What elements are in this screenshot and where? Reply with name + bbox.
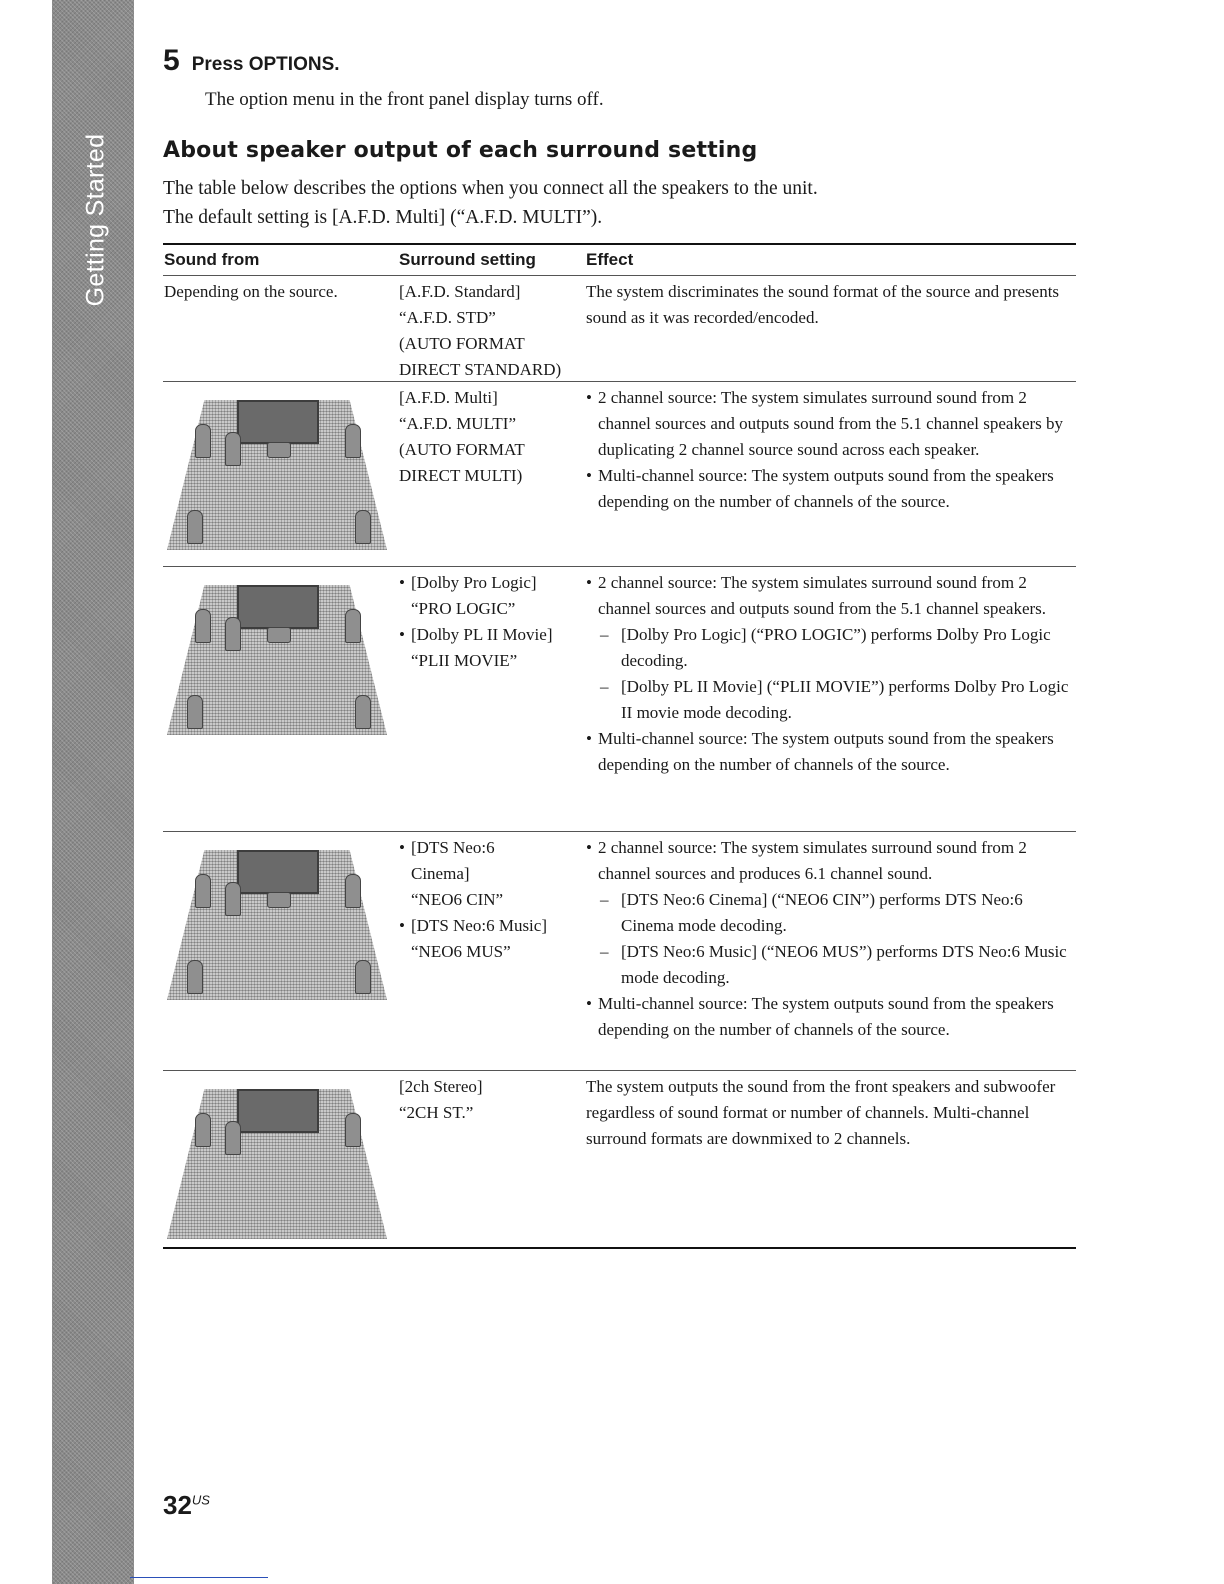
- speaker-layout-diagram: [167, 398, 387, 550]
- step-number: 5: [163, 44, 180, 77]
- setting-line: “A.F.D. MULTI”: [399, 414, 516, 433]
- setting-line: “A.F.D. STD”: [399, 308, 496, 327]
- surround-right-speaker-icon: [355, 960, 371, 994]
- step-heading: [163, 46, 340, 76]
- subwoofer-icon: [225, 432, 241, 466]
- effect-bullet: • 2 channel source: The system simulates surround sound from 2 channel sources and produces 6.1 channel sound.: [586, 835, 1076, 887]
- front-right-speaker-icon: [345, 1113, 361, 1147]
- setting-line: “NEO6 MUS”: [411, 942, 511, 961]
- setting-line: [2ch Stereo]: [399, 1077, 483, 1096]
- tv-icon: [237, 400, 319, 444]
- setting-line: DIRECT STANDARD): [399, 360, 562, 379]
- effect-sub-item: – [DTS Neo:6 Cinema] (“NEO6 CIN”) performs DTS Neo:6 Cinema mode decoding.: [586, 887, 1076, 939]
- subwoofer-icon: [225, 1121, 241, 1155]
- setting-cell: [399, 835, 581, 965]
- section-heading: About speaker output of each surround setting: [163, 138, 758, 163]
- speaker-layout-diagram: [167, 1087, 387, 1239]
- header-surround-setting: Surround setting: [399, 250, 536, 269]
- setting-bullet: [399, 622, 581, 674]
- setting-cell: [399, 570, 581, 674]
- subwoofer-icon: [225, 617, 241, 651]
- effect-sub-item: – [Dolby PL II Movie] (“PLII MOVIE”) performs Dolby Pro Logic II movie mode decoding.: [586, 674, 1076, 726]
- effect-cell: [586, 570, 1076, 778]
- effect-sub-item: – [DTS Neo:6 Music] (“NEO6 MUS”) performs DTS Neo:6 Music mode decoding.: [586, 939, 1076, 991]
- table-row: [163, 382, 1076, 567]
- page-number: [163, 1490, 210, 1521]
- center-speaker-icon: [267, 627, 291, 643]
- effect-text: The system outputs the sound from the front speakers and subwoofer regardless of sound format or number of channels. Multi-channel surround formats are downmixed to 2 channels.: [586, 1077, 1056, 1148]
- table-row: [163, 832, 1076, 1071]
- header-effect: Effect: [586, 250, 634, 269]
- effect-cell: [586, 385, 1076, 515]
- setting-cell: [399, 279, 581, 383]
- setting-line: • [DTS Neo:6 Music]: [411, 916, 547, 935]
- setting-line: DIRECT MULTI): [399, 466, 523, 485]
- step-body: The option menu in the front panel display turns off.: [205, 89, 604, 110]
- header-sound-from: Sound from: [164, 250, 260, 269]
- setting-line: • [DTS Neo:6: [411, 838, 495, 857]
- setting-cell: [399, 385, 581, 489]
- effect-bullet: • Multi-channel source: The system outputs sound from the speakers depending on the number of channels of the source.: [586, 991, 1076, 1043]
- setting-cell: [399, 1074, 581, 1126]
- setting-bullet: [399, 570, 581, 622]
- center-speaker-icon: [267, 892, 291, 908]
- surround-left-speaker-icon: [187, 510, 203, 544]
- table-row: [163, 276, 1076, 382]
- setting-bullet: [399, 913, 581, 965]
- front-left-speaker-icon: [195, 424, 211, 458]
- effect-text: The system discriminates the sound format of the source and presents sound as it was recorded/encoded.: [586, 282, 1060, 327]
- surround-left-speaker-icon: [187, 695, 203, 729]
- effect-bullet: • Multi-channel source: The system outputs sound from the speakers depending on the number of channels of the source.: [586, 463, 1076, 515]
- front-left-speaker-icon: [195, 609, 211, 643]
- effect-cell: [586, 835, 1076, 1043]
- step-title: Press OPTIONS.: [191, 54, 340, 75]
- setting-line: • [Dolby Pro Logic]: [411, 573, 537, 592]
- setting-line: “PRO LOGIC”: [411, 599, 516, 618]
- speaker-layout-diagram: [167, 848, 387, 1000]
- effect-sub-item: – [Dolby Pro Logic] (“PRO LOGIC”) performs Dolby Pro Logic decoding.: [586, 622, 1076, 674]
- setting-line: “PLII MOVIE”: [411, 651, 518, 670]
- intro-line: The table below describes the options when you connect all the speakers to the unit.: [163, 178, 818, 199]
- surround-right-speaker-icon: [355, 510, 371, 544]
- setting-line: Cinema]: [411, 864, 470, 883]
- setting-bullet: [399, 835, 581, 913]
- setting-line: [A.F.D. Multi]: [399, 388, 498, 407]
- front-right-speaker-icon: [345, 424, 361, 458]
- bottom-rule: [130, 1577, 268, 1578]
- front-right-speaker-icon: [345, 609, 361, 643]
- side-tab-label: Getting Started: [81, 133, 110, 307]
- setting-line: (AUTO FORMAT: [399, 440, 525, 459]
- surround-table: [163, 243, 1076, 1249]
- tv-icon: [237, 850, 319, 894]
- table-row: [163, 567, 1076, 832]
- surround-right-speaker-icon: [355, 695, 371, 729]
- setting-line: “NEO6 CIN”: [411, 890, 504, 909]
- intro-line: The default setting is [A.F.D. Multi] (“A.F.D. MULTI”).: [163, 207, 603, 228]
- setting-line: (AUTO FORMAT: [399, 334, 525, 353]
- page-number-suffix: US: [191, 1492, 210, 1508]
- effect-bullet: • Multi-channel source: The system outputs sound from the speakers depending on the number of channels of the source.: [586, 726, 1076, 778]
- table-row: [163, 1071, 1076, 1249]
- page-number-value: 32: [163, 1490, 192, 1520]
- effect-bullet: • 2 channel source: The system simulates surround sound from 2 channel sources and outputs sound from the 5.1 channel speakers by duplicating 2 channel source sound across each speaker.: [586, 385, 1076, 463]
- table-header: [163, 245, 1076, 276]
- tv-icon: [237, 1089, 319, 1133]
- front-left-speaker-icon: [195, 874, 211, 908]
- setting-line: [A.F.D. Standard]: [399, 282, 521, 301]
- center-speaker-icon: [267, 442, 291, 458]
- subwoofer-icon: [225, 882, 241, 916]
- setting-line: “2CH ST.”: [399, 1103, 474, 1122]
- speaker-layout-diagram: [167, 583, 387, 735]
- sound-from-text: Depending on the source.: [164, 282, 338, 301]
- setting-line: • [Dolby PL II Movie]: [411, 625, 553, 644]
- surround-left-speaker-icon: [187, 960, 203, 994]
- front-left-speaker-icon: [195, 1113, 211, 1147]
- tv-icon: [237, 585, 319, 629]
- front-right-speaker-icon: [345, 874, 361, 908]
- section-intro: [163, 174, 818, 232]
- effect-bullet: • 2 channel source: The system simulates surround sound from 2 channel sources and outputs sound from the 5.1 channel speakers.: [586, 570, 1076, 622]
